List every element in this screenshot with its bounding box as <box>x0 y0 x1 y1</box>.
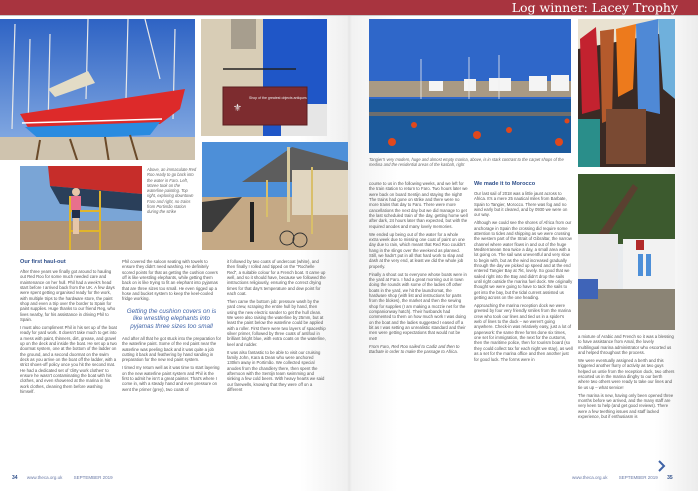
shop-sign-image <box>201 19 327 136</box>
heading-we-made-it-to-morocco: We made it to Morocco <box>474 181 536 187</box>
right-column-2 <box>474 181 573 364</box>
paragraph: It was also fantastic to be able to visit our cruising family John, Kara & Dean who were anchored 130km away in Portimão. We collected special anodes from the chandlery there, then spent the afternoon with the Sentijn team swimming and sinking a few cold beers. With heavy hearts we said our farewells, knowing that they were off on a different <box>227 349 325 393</box>
paragraph: And after all that he got stuck into the preparation for the waterline paint. Some of the red paint near the waterline was peeling back and it was quite a job cutting it back and feathering by hand sanding in preparation for the new red paint system. <box>122 335 221 363</box>
paragraph: I must also compliment Phil in his set up of the boat ready for yard work. It doesn't take much to get into a mess with paint, thinners, dirt, grease, and gravel up on the deck and inside the boat. He set up a two doormat system, one at the bottom of the ladder on the ground, and a second doormat on the swim deck as you arrive on the boat off the ladder, with a strict shoes-off policy once you hit the second mat. He had a dedicated set of 'dirty work clothes' to ensure he wasn't contaminating the boat with his clothes, and even showered at the marina in his work clothes, cleaning them before washing himself. <box>20 325 117 395</box>
page-number-right: 35 <box>667 475 673 481</box>
left-column-3 <box>227 259 326 395</box>
paragraph: a mixture of Arabic and French so it was a blessing to have assistance from Amal, the lovely multilingual marina administrator who escorted us and helped throughout the process. <box>578 334 674 356</box>
photo-carpet-shops <box>578 19 675 167</box>
carpets-image <box>578 19 675 167</box>
photo-caption-left: Above, an immaculate Red Roo ready to go back into the water in Faro. Left, Maree took on the waterline painting. Top right, exploring downtown Faro and right, no trains from Portimão station during the strike <box>147 167 197 215</box>
closing-italic: From Faro, Red Roo sailed to Cadiz and then to Barbate in order to make the passage to Africa. <box>369 343 460 355</box>
footer-url-right[interactable]: www.theca.org.uk <box>572 475 608 480</box>
page-number-left: 34 <box>12 475 18 481</box>
paragraph: We ended up being out of the water for a whole extra week due to missing one coat of paint on one day due to rain, which meant that Red Roo couldn't hang in the slings over the weekend as planned. Still, we hadn't put in all that hard work to slap and dash at the very end, at least we did the whole job properly. <box>369 231 466 269</box>
sign-text: Shop of the greatest objects antiques <box>249 96 307 100</box>
paragraph: The marina is new, having only been opened three months before we arrived, and the many staff are very keen to help (and get good reviews). There were a few teething issues and staff lacked experience, but if enthusiasm is <box>578 392 674 419</box>
paragraph: I timed my return well as it was time to start layering on the new waterline paint system and Phil is the first to admit he isn't a great painter. That's where I come in, with a steady hand and even pressure on went the primer (grey), two coats of <box>122 365 220 392</box>
footer-issue-right: SEPTEMBER 2019 <box>618 475 658 480</box>
paragraph: Although we could see the shores of Africa from our anchorage in Spain the crossing did require some attention to tides and shipping as we were crossing the western part of the Strait of Gibraltar, the narrow channel where water flows in and out of the huge Mediterranean Sea twice a day, a small area with a lot going on. The sail was uneventful and very slow to begin with, but as the wind increased gradually through the day we picked up speed and at the end entered Tangier Bay at 7kt, lovely. So good that we sailed right into the Bay and didn't drop the sails until right outside the marina fuel dock. We originally thought we were going to have to tack the sails to get into the bay, but the tidal current assisted us getting across on the one heading. <box>474 220 573 301</box>
paragraph: Approaching the marina reception dock we were greeted by four very friendly smiles from the marina crew who took our lines and tied us in a spider's web of lines to the dock – we weren't going anywhere. Check-in was relatively easy, just a lot of paperwork: the same three forms done six times, one set for immigration, the next for the customs, then the maritime police, then for tourism board (so they could collect tax for each night we stay), as well as a set for the marina office and then another just for good luck. The forms were in <box>474 303 573 362</box>
pull-quote: Getting the cushion covers on is like wrestling elephants into pyjamas three sizes too small <box>126 307 217 330</box>
footer-issue-left: SEPTEMBER 2019 <box>73 475 113 480</box>
paragraph: Finally a shout out to everyone whose boats were in the yard at Faro. I had a great morning out in town doing the rounds with some of the ladies off other boats in the yard, we hit the laundromat, the hardware shop (with list and instructions for parts from the blokes), the market and then the sewing shop for supplies (I am making a mozzie net for the companionway hatch). Their husbands had commented to them on how much work I was doing on the boat and the ladies suggested I eased off a bit as I was setting an unrealistic standard and their men were getting expectations that would not be met! <box>369 271 467 341</box>
footer-url-left[interactable]: www.theca.org.uk <box>26 475 63 480</box>
chevron-right-icon[interactable] <box>657 460 666 472</box>
marina-image <box>369 19 571 153</box>
left-column-2 <box>122 259 221 395</box>
header-bar <box>0 0 698 16</box>
paragraph: Then came the bottom job: pressure wash by the yard crew, scraping the entire hull by hand, then using the new electric sander to get the hull clean. We were also raising the waterline by 25mm, but at least the paint below the waterline could be applied with a roller. First there were two layers of spaceship silver primer, followed by three coats of antifoul in brilliant bright blue, with extra coats on the waterline, keel and rudder. <box>227 299 326 347</box>
photo-kasbah <box>578 174 675 330</box>
painting-image <box>20 166 142 250</box>
photo-caption-marina: Tangier's very modern, huge and almost empty marina, above, is in stark contrast to the carpet shops of the medina and the residential areas of the kasbah, right <box>369 157 564 168</box>
paragraph: Phil covered the saloon seating with towels to ensure they didn't need washing. He definitely scored points for that as getting the cushion covers off is like wrestling elephants, while getting them back on is like trying to fit an elephant into pyjamas that are three sizes too small. He even rigged up a hose and bucket system to keep the keel-cooled fridge working. <box>122 259 218 302</box>
paragraph: it followed by two coats of undercoat (white), and then finally I rolled and tipped on the "Rochelle Red", a suitable colour for a French boat. It came up well, and so it should have, because we followed the instructions religiously, ensuring the correct drying times for that day's temperature and dew point for each coat. <box>227 259 326 297</box>
kasbah-image <box>578 174 675 330</box>
heading-first-haul-out: Our first haul-out <box>20 259 66 265</box>
right-column-3 <box>578 334 675 422</box>
boat-hull-image <box>0 19 195 160</box>
footer-left <box>12 475 113 481</box>
photo-station <box>202 142 348 250</box>
photo-shop-sign <box>201 19 327 136</box>
left-column-1 <box>20 259 117 397</box>
footer-right <box>572 475 673 481</box>
section-title: Log winner: Lacey Trophy <box>511 0 678 15</box>
paragraph: We were eventually assigned a berth and this triggered another flurry of activity as two guys helped us untie from the reception dock, two others escorted us in the marina dinghy to our berth where two others were ready to take our lines and tie us up – what service! <box>578 357 675 390</box>
photo-boat-hull <box>0 19 195 160</box>
photo-painting-waterline <box>20 166 142 250</box>
paragraph: Our last sail of 2018 was a little jaunt across to Africa. It's a mere 25 nautical miles from Barbate, Spain to Tangier, Morocco. There was fog and no wind early but it cleared, and by 0930 we were on our way. <box>474 191 568 218</box>
photo-tangier-marina <box>369 19 571 153</box>
paragraph: course to us in the following weeks, and we left for the train station to return to Faro. Two hours later we were back on board Sentijn and staying the night! The trains had gone on strike and there were no more trains that day to Faro. There were more cancellations the next day but we did manage to get the last scheduled train of the day, getting home well after dark, 24 hours later than expected, but with the required anodes and many lovely memories. <box>369 181 468 229</box>
paragraph: After three years we finally got around to hauling out Red Roo for some much needed care and maintenance on her hull. Phil had a week's head start before I arrived back from the UK. A few days were spent getting organised ready for the work, with multiple trips to the hardware store, the paint shop and even a trip over the border to Spain for paint supplies. Huge thanks to our friend Reg, who lives nearby, for his assistance in driving Phil to Spain. <box>20 269 116 323</box>
right-column-1 <box>369 181 468 357</box>
fleur-de-lis-icon: ⚜ <box>233 103 242 114</box>
station-image <box>202 142 348 250</box>
